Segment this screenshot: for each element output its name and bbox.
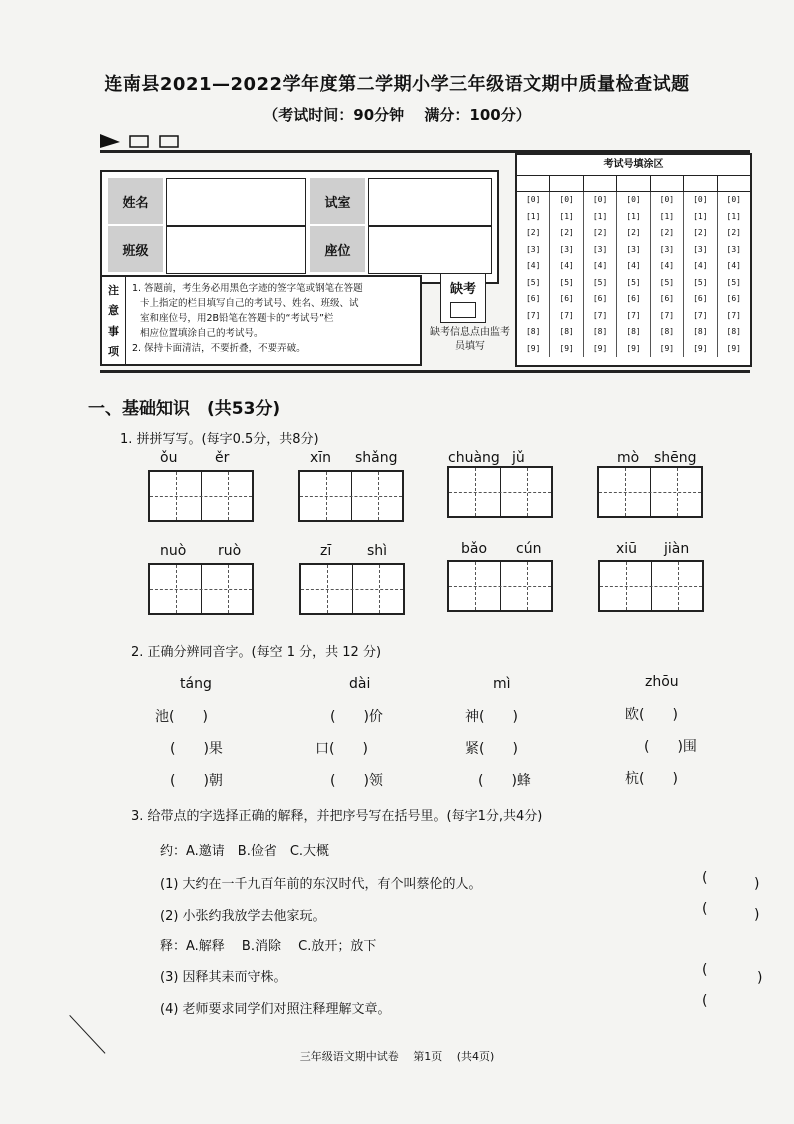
digit-bubble[interactable]: [6] xyxy=(559,294,574,303)
digit-bubble[interactable]: [5] xyxy=(525,277,541,287)
digit-bubble[interactable]: [5] xyxy=(659,277,675,287)
absent-box xyxy=(440,273,486,323)
exam-title: 连南县2021—2022学年度第二学期小学三年级语文期中质量检查试题 xyxy=(104,74,690,95)
writing-grid[interactable] xyxy=(299,563,405,615)
notes-heading xyxy=(102,277,126,364)
notes-line: 卡上指定的栏目填写自己的考试号、姓名、班级、试 xyxy=(140,298,359,309)
digit-bubble[interactable]: [9] xyxy=(525,343,541,353)
digit-bubble[interactable]: [0] xyxy=(559,195,574,204)
notes-line: 1. 答题前，考生务必用黑色字迹的签字笔或钢笔在答题 xyxy=(132,283,363,294)
digit-bubble[interactable]: [7] xyxy=(659,310,675,320)
pinyin: bǎo xyxy=(461,541,488,557)
pinyin: ǒu xyxy=(160,450,178,466)
digit-bubble[interactable]: [8] xyxy=(659,327,675,336)
digit-bubble[interactable]: [0] xyxy=(659,195,675,204)
homophone-item[interactable]: ( )围 xyxy=(644,739,697,755)
pinyin: shǎng xyxy=(355,450,398,466)
notes-heading-char: 事 xyxy=(108,324,119,338)
q2-prompt: 2. 正确分辨同音字。(每空 1 分，共 12 分) xyxy=(131,645,382,660)
writing-grid[interactable] xyxy=(597,466,703,518)
digit-bubble[interactable]: [7] xyxy=(525,310,541,320)
q1-prompt: 1. 拼拼写写。(每字0.5分，共8分) xyxy=(120,432,319,447)
writing-grid[interactable] xyxy=(148,563,254,615)
digit-bubble[interactable]: [5] xyxy=(559,277,574,287)
seat-field[interactable] xyxy=(368,226,492,274)
answer-paren-open[interactable]: ( xyxy=(702,901,708,917)
pinyin: mì xyxy=(493,676,511,692)
homophone-item[interactable]: ( )朝 xyxy=(170,773,223,789)
exam-number-column xyxy=(651,192,684,357)
q3-sentence: (4) 老师要求同学们对照注释理解文章。 xyxy=(160,1002,391,1017)
homophone-item[interactable]: 欧( ) xyxy=(625,707,678,723)
notes-heading-char: 项 xyxy=(108,344,119,358)
pinyin: mò xyxy=(617,450,640,466)
exam-number-write-cell[interactable] xyxy=(651,176,684,191)
exam-number-column xyxy=(617,192,650,357)
writing-grid[interactable] xyxy=(298,470,404,522)
seat-label: 座位 xyxy=(310,226,365,272)
digit-bubble[interactable]: [6] xyxy=(525,294,541,303)
digit-bubble[interactable]: [7] xyxy=(726,310,741,320)
digit-bubble[interactable]: [4] xyxy=(525,261,541,270)
writing-grid[interactable] xyxy=(598,560,704,612)
q3-options-yue: 约：A.邀请 B.俭省 C.大概 xyxy=(160,844,330,859)
answer-paren-open[interactable]: ( xyxy=(702,870,708,886)
homophone-item[interactable]: ( )领 xyxy=(330,773,383,789)
digit-bubble[interactable]: [1] xyxy=(525,211,541,221)
digit-bubble[interactable]: [0] xyxy=(626,195,641,204)
homophone-item[interactable]: 神( ) xyxy=(465,709,518,725)
pinyin: zhōu xyxy=(645,674,679,690)
pinyin: jiàn xyxy=(664,541,690,557)
homophone-item[interactable]: 紧( ) xyxy=(465,741,518,757)
digit-bubble[interactable]: [2] xyxy=(592,228,608,237)
digit-bubble[interactable]: [7] xyxy=(693,310,708,320)
exam-number-bubbles xyxy=(517,192,750,357)
exam-subtitle: （考试时间：90分钟 满分：100分） xyxy=(263,106,531,124)
digit-bubble[interactable]: [8] xyxy=(726,327,741,336)
exam-number-write-cell[interactable] xyxy=(617,176,650,191)
section-title: 一、基础知识 (共53分) xyxy=(88,399,281,419)
digit-bubble[interactable]: [8] xyxy=(693,327,708,336)
exam-number-column xyxy=(684,192,717,357)
digit-bubble[interactable]: [7] xyxy=(592,310,608,320)
answer-paren-open[interactable]: ( xyxy=(702,993,708,1009)
answer-paren-open[interactable]: ( xyxy=(702,962,708,978)
absent-checkbox[interactable] xyxy=(450,302,476,318)
digit-bubble[interactable]: [1] xyxy=(659,211,675,221)
room-field[interactable] xyxy=(368,178,492,226)
writing-grid[interactable] xyxy=(447,560,553,612)
digit-bubble[interactable]: [8] xyxy=(525,327,541,336)
digit-bubble[interactable]: [2] xyxy=(525,228,541,237)
digit-bubble[interactable]: [5] xyxy=(726,277,741,287)
digit-bubble[interactable]: [3] xyxy=(626,244,641,254)
exam-number-write-cell[interactable] xyxy=(517,176,550,191)
exam-number-column xyxy=(584,192,617,357)
digit-bubble[interactable]: [3] xyxy=(659,244,675,254)
exam-number-column xyxy=(550,192,583,357)
digit-bubble[interactable]: [2] xyxy=(726,228,741,237)
name-field[interactable] xyxy=(166,178,306,226)
digit-bubble[interactable]: [8] xyxy=(592,327,608,336)
homophone-item[interactable]: ( )蜂 xyxy=(478,773,531,789)
homophone-item[interactable]: ( )果 xyxy=(170,741,223,757)
notes-line: 室和座位号，用2B铅笔在答题卡的“考试号”栏 xyxy=(140,313,334,324)
digit-bubble[interactable]: [3] xyxy=(559,244,574,254)
writing-grid[interactable] xyxy=(148,470,254,522)
digit-bubble[interactable]: [6] xyxy=(626,294,641,303)
digit-bubble[interactable]: [6] xyxy=(693,294,708,303)
digit-bubble[interactable]: [3] xyxy=(525,244,541,254)
student-info-box xyxy=(100,170,499,284)
digit-bubble[interactable]: [9] xyxy=(592,343,608,353)
digit-bubble[interactable]: [4] xyxy=(726,261,741,270)
digit-bubble[interactable]: [0] xyxy=(726,195,741,204)
q3-sentence: (1) 大约在一千九百年前的东汉时代，有个叫蔡伦的人。 xyxy=(160,877,482,892)
digit-bubble[interactable]: [4] xyxy=(693,261,708,270)
q3-prompt: 3. 给带点的字选择正确的解释，并把序号写在括号里。(每字1分,共4分) xyxy=(131,809,543,824)
page-footer: 三年级语文期中试卷 第1页 (共4页) xyxy=(299,1050,495,1063)
notes-line: 相应位置填涂自己的考试号。 xyxy=(140,328,264,339)
digit-bubble[interactable]: [9] xyxy=(693,343,708,353)
room-label: 试室 xyxy=(310,178,365,224)
notes-heading-char: 注 xyxy=(108,284,119,298)
digit-bubble[interactable]: [5] xyxy=(626,277,641,287)
pinyin: táng xyxy=(180,676,212,692)
digit-bubble[interactable]: [8] xyxy=(559,327,574,336)
digit-bubble[interactable]: [1] xyxy=(693,211,708,221)
answer-paren-close: ) xyxy=(754,907,760,923)
digit-bubble[interactable]: [9] xyxy=(559,343,574,353)
answer-paren-close: ) xyxy=(754,876,760,892)
q3-sentence: (3) 因释其耒而守株。 xyxy=(160,970,287,985)
digit-bubble[interactable]: [9] xyxy=(626,343,641,353)
name-label: 姓名 xyxy=(108,178,163,224)
pinyin: nuò xyxy=(160,543,187,559)
notes-line: 2. 保持卡面清洁，不要折叠，不要弄破。 xyxy=(132,343,306,354)
pinyin: zī xyxy=(320,543,332,559)
digit-bubble[interactable]: [4] xyxy=(559,261,574,270)
pinyin: chuàng xyxy=(448,450,500,466)
notes-heading-char: 意 xyxy=(108,304,119,318)
absent-note: 缺考信息点由监考员填写 xyxy=(430,327,510,352)
homophone-item[interactable]: 口( ) xyxy=(315,741,368,757)
digit-bubble[interactable]: [6] xyxy=(726,294,741,303)
digit-bubble[interactable]: [2] xyxy=(659,228,675,237)
digit-bubble[interactable]: [1] xyxy=(592,211,608,221)
digit-bubble[interactable]: [5] xyxy=(693,277,708,287)
section-rule xyxy=(100,370,750,373)
q3-sentence: (2) 小张约我放学去他家玩。 xyxy=(160,909,326,924)
digit-bubble[interactable]: [3] xyxy=(726,244,741,254)
pinyin: shì xyxy=(367,543,388,559)
class-field[interactable] xyxy=(166,226,306,274)
digit-bubble[interactable]: [4] xyxy=(626,261,641,270)
pinyin: xīn xyxy=(310,450,332,466)
pinyin: dài xyxy=(349,676,371,692)
pinyin: cún xyxy=(516,541,542,557)
digit-bubble[interactable]: [5] xyxy=(592,277,608,287)
exam-number-title: 考试号填涂区 xyxy=(517,155,750,176)
exam-number-column xyxy=(718,192,750,357)
digit-bubble[interactable]: [2] xyxy=(626,228,641,237)
writing-grid[interactable] xyxy=(447,466,553,518)
digit-bubble[interactable]: [7] xyxy=(559,310,574,320)
digit-bubble[interactable]: [3] xyxy=(592,244,608,254)
pinyin: xiū xyxy=(616,541,638,557)
digit-bubble[interactable]: [0] xyxy=(525,195,541,204)
absent-label: 缺考 xyxy=(449,282,476,297)
digit-bubble[interactable]: [2] xyxy=(559,228,574,237)
digit-bubble[interactable]: [6] xyxy=(592,294,608,303)
exam-number-write-row xyxy=(517,176,750,192)
digit-bubble[interactable]: [3] xyxy=(693,244,708,254)
digit-bubble[interactable]: [4] xyxy=(592,261,608,270)
digit-bubble[interactable]: [9] xyxy=(726,343,741,353)
pinyin: shēng xyxy=(654,450,697,466)
notes-box xyxy=(100,275,422,366)
header-marker-icons xyxy=(100,132,200,150)
pinyin: ěr xyxy=(215,450,230,466)
digit-bubble[interactable]: [1] xyxy=(626,211,641,221)
homophone-item[interactable]: 池( ) xyxy=(155,709,208,725)
exam-number-column xyxy=(517,192,550,357)
digit-bubble[interactable]: [6] xyxy=(659,294,675,303)
digit-bubble[interactable]: [1] xyxy=(726,211,741,221)
exam-number-write-cell[interactable] xyxy=(584,176,617,191)
exam-number-write-cell[interactable] xyxy=(684,176,717,191)
digit-bubble[interactable]: [9] xyxy=(659,343,675,353)
notes-text xyxy=(132,281,417,356)
digit-bubble[interactable]: [4] xyxy=(659,261,675,270)
digit-bubble[interactable]: [7] xyxy=(626,310,641,320)
digit-bubble[interactable]: [2] xyxy=(693,228,708,237)
digit-bubble[interactable]: [0] xyxy=(693,195,708,204)
digit-bubble[interactable]: [1] xyxy=(559,211,574,221)
exam-number-grid xyxy=(515,153,752,367)
pinyin: ruò xyxy=(218,543,242,559)
digit-bubble[interactable]: [8] xyxy=(626,327,641,336)
exam-number-write-cell[interactable] xyxy=(718,176,750,191)
pinyin: jǔ xyxy=(512,450,525,466)
homophone-item[interactable]: ( )价 xyxy=(330,709,383,725)
digit-bubble[interactable]: [0] xyxy=(592,195,608,204)
exam-number-write-cell[interactable] xyxy=(550,176,583,191)
q3-options-shi: 释：A.解释 B.消除 C.放开；放下 xyxy=(160,939,377,954)
class-label: 班级 xyxy=(108,226,163,272)
homophone-item[interactable]: 杭( ) xyxy=(625,771,678,787)
answer-paren-close: ) xyxy=(757,970,763,986)
